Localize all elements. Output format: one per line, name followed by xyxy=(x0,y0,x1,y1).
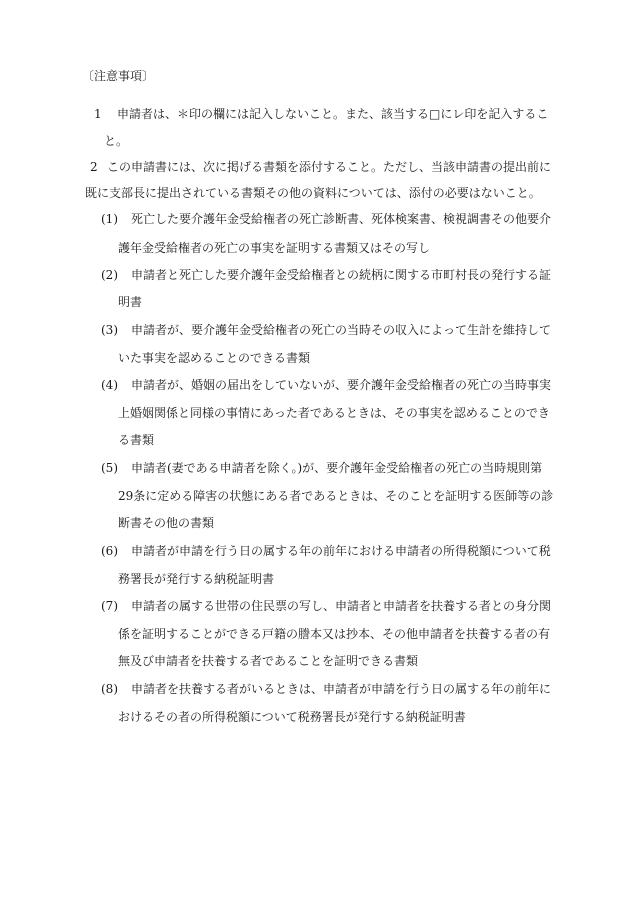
subitem-8-number: (8) xyxy=(101,682,118,696)
subitem-6-line-1: 申請者が申請を行う日の属する年の前年における申請者の所得税額について税 xyxy=(131,544,551,558)
subitem-3-number: (3) xyxy=(101,323,118,337)
item-2-line-1: この申請書には、次に掲げる書類を添付すること。ただし、当該申請書の提出前に xyxy=(107,160,552,174)
subitem-4-line-2: 上婚姻関係と同様の事情にあった者であるときは、その事実を認めることのでき xyxy=(118,406,550,420)
subitem-8-line-2: おけるその者の所得税額について税務署長が発行する納税証明書 xyxy=(118,710,466,724)
subitem-6-number: (6) xyxy=(101,544,118,558)
subitem-5-line-1: 申請者(妻である申請者を除く。)が、要介護年金受給権者の死亡の当時規則第 xyxy=(131,461,543,475)
subitem-4-line-3: る書類 xyxy=(118,433,155,447)
subitem-7-line-2: 係を証明することができる戸籍の謄本又は抄本、その他申請者を扶養する者の有 xyxy=(118,627,551,641)
subitem-3-line-1: 申請者が、要介護年金受給権者の死亡の当時その収入によって生計を維持して xyxy=(131,323,552,337)
subitem-6-line-2: 務署長が発行する納税証明書 xyxy=(118,572,275,586)
subitem-4-number: (4) xyxy=(101,378,118,392)
item-2-line-2: 既に支部長に提出されている書類その他の資料については、添付の必要はないこと。 xyxy=(85,186,541,200)
subitem-1-line-1: 死亡した要介護年金受給権者の死亡診断書、死体検案書、検視調書その他要介 xyxy=(131,212,552,226)
subitem-1-line-2: 護年金受給権者の死亡の事実を証明する書類又はその写し xyxy=(118,241,431,255)
notice-heading: 〔注意事項〕 xyxy=(82,69,155,83)
subitem-5-number: (5) xyxy=(101,461,118,475)
subitem-7-line-3: 無及び申請者を扶養する者であることを証明できる書類 xyxy=(118,654,419,668)
subitem-7-number: (7) xyxy=(101,599,118,613)
subitem-5-line-3: 断書その他の書類 xyxy=(118,516,215,530)
item-1-number: 1 xyxy=(94,107,102,121)
item-2-number: 2 xyxy=(90,160,98,174)
item-1-line-2: と。 xyxy=(104,134,129,148)
subitem-7-line-1: 申請者の属する世帯の住民票の写し、申請者と申請者を扶養する者との身分関 xyxy=(131,599,552,613)
subitem-4-line-1: 申請者が、婚姻の届出をしていないが、要介護年金受給権者の死亡の当時事実 xyxy=(131,378,552,392)
subitem-8-line-1: 申請者を扶養する者がいるときは、申請者が申請を行う日の属する年の前年に xyxy=(131,682,552,696)
subitem-2-line-1: 申請者と死亡した要介護年金受給権者との続柄に関する市町村長の発行する証 xyxy=(131,268,552,282)
subitem-2-number: (2) xyxy=(101,268,118,282)
subitem-2-line-2: 明書 xyxy=(118,295,143,309)
subitem-3-line-2: いた事実を認めることのできる書類 xyxy=(118,351,311,365)
item-1-line-1: 申請者は、＊印の欄には記入しないこと。また、該当する□にレ印を記入するこ xyxy=(117,107,549,121)
subitem-1-number: (1) xyxy=(101,212,118,226)
subitem-5-line-2: 29条に定める障害の状態にある者であるときは、そのことを証明する医師等の診 xyxy=(118,489,554,503)
